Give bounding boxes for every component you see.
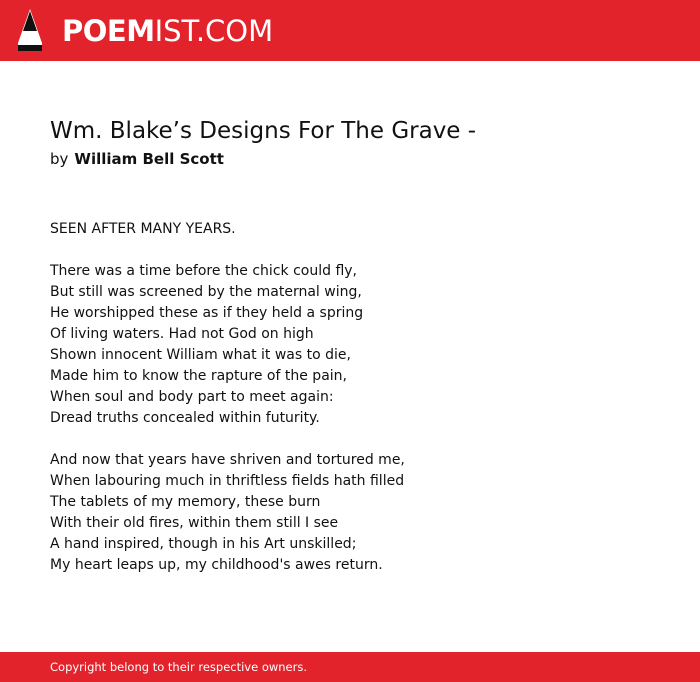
copyright-notice: Copyright belong to their respective owners.: [50, 660, 308, 674]
byline: [50, 149, 224, 169]
poem-line: Made him to know the rapture of the pain,: [50, 368, 347, 384]
poem-line: The tablets of my memory, these burn: [50, 494, 321, 510]
poem-line: Shown innocent William what it was to die,: [50, 347, 351, 363]
poem-line: A hand inspired, though in his Art unskilled;: [50, 536, 357, 552]
poem-line: My heart leaps up, my childhood's awes return.: [50, 557, 383, 573]
site-footer: [0, 652, 700, 682]
stanza-2: [50, 450, 650, 576]
site-header: [0, 0, 700, 61]
pencil-tip-icon[interactable]: [18, 9, 42, 51]
poem-line: There was a time before the chick could fly,: [50, 263, 357, 279]
poem-line: With their old fires, within them still I see: [50, 515, 339, 531]
brand-name-bold: POEM: [62, 14, 155, 48]
brand-name-light: IST.COM: [154, 14, 274, 48]
stanza-gap: [50, 240, 650, 261]
poem-line: He worshipped these as if they held a spring: [50, 305, 364, 321]
site-logo-link[interactable]: [62, 13, 273, 49]
poem-line: And now that years have shriven and tortured me,: [50, 452, 405, 468]
author-name: William Bell Scott: [74, 150, 224, 168]
poem-line: But still was screened by the maternal wing,: [50, 284, 362, 300]
poem-title: Wm. Blake’s Designs For The Grave -: [50, 118, 477, 144]
poem-line: Dread truths concealed within futurity.: [50, 410, 320, 426]
poem-body: [50, 219, 650, 576]
poem-subtitle: SEEN AFTER MANY YEARS.: [50, 221, 236, 237]
poem-line: Of living waters. Had not God on high: [50, 326, 314, 342]
poem-line: When labouring much in thriftless fields hath filled: [50, 473, 405, 489]
by-label: by: [50, 150, 69, 168]
poem-line: When soul and body part to meet again:: [50, 389, 334, 405]
stanza-1: [50, 261, 650, 429]
stanza-gap: [50, 429, 650, 450]
